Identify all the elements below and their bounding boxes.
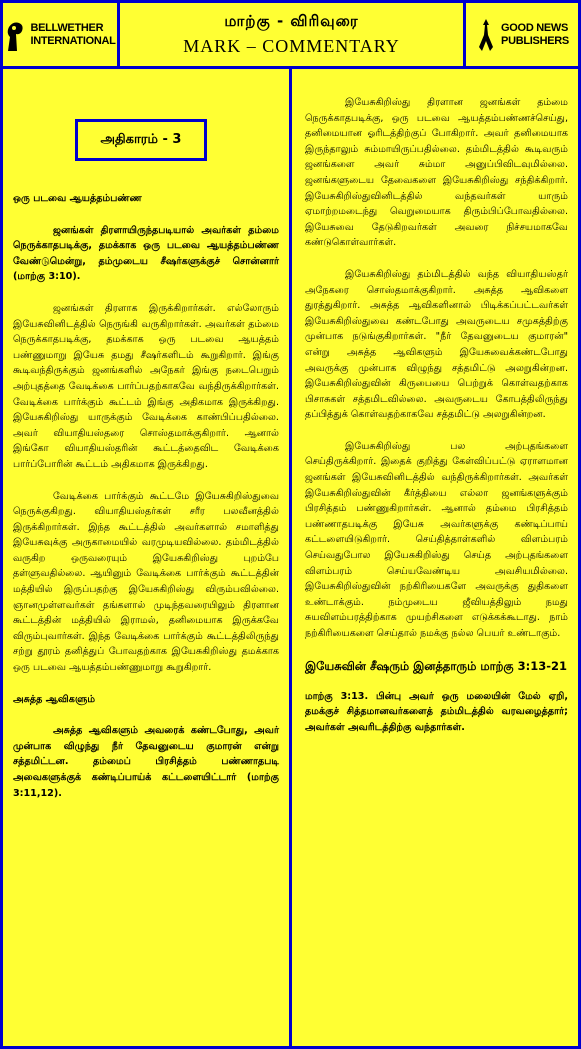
scripture-quote: மாற்கு 3:13. பின்பு அவர் ஒரு மலையின் மேல் ஏறி, தமக்குச் சித்தமானவர்களைத் தம்மிடத்தில் வரவழைத்தார்; அவர்கள் அவரிடத்திற்கு வந்தார்கள். (305, 690, 568, 733)
scripture-quote: ஜனங்கள் திரளாயிருந்தபடியால் அவர்கள் தம்மை நெருக்காதபடிக்கு, தமக்காக ஒரு படவை ஆயத்தம்பண்ண வேண்டுமென்று, தம்முடைய சீஷர்களுக்குச் சொன்னார் (மாற்கு 3:10). (13, 224, 279, 283)
logo-left-line1: BELLWETHER (30, 21, 104, 34)
commentary-paragraph: இயேசுகிறிஸ்து பல அற்புதங்களை செய்திருக்கிறார். இதைக் குறித்து கேள்விப்பட்டு ஏராளமான ஜனங்கள் இயேசுவினிடத்தில் வந்திருக்கிறார்கள். அவர்கள் இயேசுகிறிஸ்துவின் கீர்த்தியை எல்லா ஜனங்களுக்கும் பிரசித்தம் பண்ணுகிறார்கள். ஆனால் தம்மை பிரசித்தம் பண்ணாதபடிக்கு இயேசு அவர்களுக்கு கண்டிப்பாய் கட்டளையிடுகிறார். செய்தித்தாள்களில் விளம்பரம் செய்வதுபோல இயேசுகிறிஸ்து செய்த அற்புதங்களை விளம்பரம் செய்யவேண்டிய அவசியமில்லை. இயேசுகிறிஸ்துவின் நற்கிரியைகளே அவருக்கு துதிகளை உண்டாக்கும். நம்முடைய ஜீவியத்திலும் நமது சுயவிளம்பரத்திற்காக முயற்சிகளை எடுக்கக்கூடாது. நாம் நற்கிரியைகளை செய்தால் நமக்கு நல்ல பெயர் உண்டாகும். (305, 440, 568, 639)
document-title (120, 3, 466, 66)
commentary-paragraph: ஜனங்கள் திரளாக இருக்கிறார்கள். எல்லோரும் இயேசுவினிடத்தில் நெருங்கி வருகிறார்கள். அவர்கள் தம்மை நெருக்காதபடிக்கு, தமக்காக ஒரு படவை ஆயத்தம் பண்ணுமாறு இயேசு தமது சீஷர்களிடம் கூறுகிறார். இங்கு கூடிவந்திருக்கும் ஜனங்களில் அநேகர் இங்கு நடைபெறும் அற்புதத்தை வேடிக்கை பார்ப்பதற்காகவே வந்திருக்கிறார்கள். வேடிக்கை பார்க்கும் கூட்டம் இங்கு அதிகமாக இருக்கிறது. இயேசுகிறிஸ்து யாருக்கும் வேடிக்கை காண்பிப்பதில்லை. அவர் வியாதியஸ்தரை சொஸ்தமாக்குகிறார். ஆனால் இங்கோ வியாதியஸ்தரின் கூட்டத்தைவிட வேடிக்கை பார்ப்போரின் கூட்டம் அதிகமாக இருக்கிறது. (13, 302, 279, 470)
left-column (3, 69, 292, 1046)
right-column (295, 69, 578, 1046)
header (3, 3, 578, 69)
section-heading: அசுத்த ஆவிகளும் (13, 693, 96, 705)
logo-right-line2: PUBLISHERS (501, 34, 569, 47)
commentary-paragraph: இயேசுகிறிஸ்து திரளான ஜனங்கள் தம்மை நெருக்காதபடிக்கு, ஒரு படவை ஆயத்தம்பண்ணச்செய்து, தனிமையான ஓரிடத்திற்குப் போகிறார். அவர் தனிமையாக இருந்தாலும் சும்மாயிருப்பதில்லை. தம்மிடத்தில் கூடிவரும் ஜனங்களை அவர் சும்மா அனுப்பிவிடவுமில்லை. ஜனங்களுடைய தேவைகளை இயேசுகிறிஸ்து சந்திக்கிறார். இயேசுகிறிஸ்துவினிடத்தில் வந்தவர்கள் யாரும் ஏமாற்றமடைந்து வெறுமையாக திரும்பிப்போவதில்லை. இயேசுவை தேடுகிறவர்கள் அவரை நிச்சயமாகவே கண்டுகொள்வார்கள். (305, 97, 568, 249)
commentary-paragraph: இயேசுகிறிஸ்து தம்மிடத்தில் வந்த வியாதியஸ்தர் அநேகரை சொஸ்தமாக்குகிறார். அசுத்த ஆவிகளை துரத்துகிறார். அசுத்த ஆவிகளினால் பிடிக்கப்பட்டவர்கள் இயேசுகிறிஸ்துவை கண்டபோது அவருடைய சமுகத்திற்கு முன்பாக நடுங்குகிறார்கள். "நீர் தேவனுடைய குமாரன்" என்று அசுத்த ஆவிகளும் இயேசுவைக்கண்டபோது அவருக்கு முன்பாக விழுந்து சத்தமிட்டு அலறுகின்றன. இயேசுகிறிஸ்துவின் கிருபையை பெற்றுக் கொள்வதற்காக பிசாசுகள் சத்தமிடவில்லை. அவருடைய கோபத்திலிருந்து தப்பித்துக் கொள்வதற்காகவே சத்தமிட்டு அலறுகின்றன. (305, 268, 568, 421)
publisher-logo-right (466, 3, 578, 66)
title-tamil: மாற்கு - விரிவுரை (224, 12, 359, 30)
logo-right-line1: GOOD NEWS (501, 21, 569, 34)
publisher-logo-left (3, 3, 120, 66)
bellwether-ram-icon (4, 17, 26, 53)
good-news-figure-icon (475, 17, 497, 53)
title-english: MARK – COMMENTARY (183, 36, 400, 56)
chapter-label: அதிகாரம் - 3 (75, 119, 207, 161)
scripture-quote: அசுத்த ஆவிகளும் அவரைக் கண்டபோது, அவர் முன்பாக விழுந்து நீர் தேவனுடைய குமாரன் என்று சத்தமிட்டன. தம்மைப் பிரசித்தம் பண்ணாதபடி அவைகளுக்குக் கண்டிப்பாய்க் கட்டளையிட்டார் (மாற்கு 3:11,12). (13, 725, 279, 799)
section-heading: ஒரு படவை ஆயத்தம்பண்ண (13, 193, 142, 204)
logo-left-line2: INTERNATIONAL (30, 34, 116, 47)
section-title: இயேசுவின் சீஷரும் இனத்தாரும் மாற்கு 3:13-21 (305, 658, 567, 673)
commentary-paragraph: வேடிக்கை பார்க்கும் கூட்டமே இயேசுகிறிஸ்துவை நெருக்குகிறது. வியாதியஸ்தர்கள் சரீர பலவீனத்தில் இருக்கிறார்கள். இந்த கூட்டத்தில் அவர்களால் சமாளித்து இயேசுவுக்கு அருகாமையில் வரமுடியவில்லை. தம்மிடத்தில் வருகிற ஒருவரையும் இயேசுகிறிஸ்து புறம்பே தள்ளுவதில்லை. ஆயினும் வேடிக்கை பார்க்கும் கூட்டத்தின் மத்தியில் இருப்பதற்கு இயேசுகிறிஸ்து விரும்பவில்லை. ஞானமுள்ளவர்கள் தங்களால் முடிந்தவரையிலும் திரளான கூட்டத்தின் மத்தியில் இராமல், தனிமையாக இருக்கவே விரும்புவார்கள். இந்த வேடிக்கை பார்க்கும் கூட்டத்திலிருந்து சற்று தூரம் தனித்துப் போவதற்காக இயேசுகிறிஸ்து தமக்காக ஒரு படவை ஆயத்தம்பண்ணுமாறு கூறுகிறார். (13, 490, 279, 674)
